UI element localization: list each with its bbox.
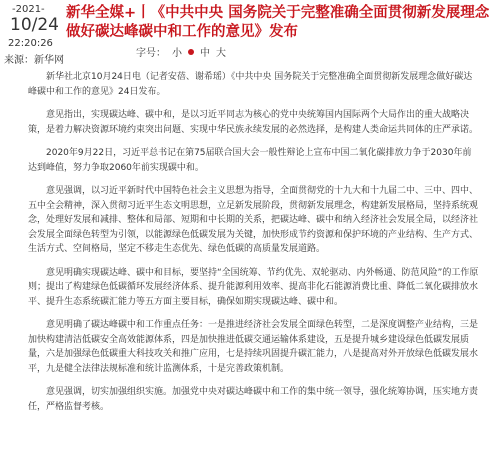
article-source: 来源：新华网 [4,55,64,66]
font-size-controls [136,44,226,59]
font-medium-button[interactable]: 中 [200,48,210,59]
font-small-button[interactable]: 小 [172,48,182,59]
publish-year: -2021- [12,4,45,15]
article-paragraph: 意见强调，切实加强组织实施。加强党中央对碳达峰碳中和工作的集中统一领导，强化统筹协调，压实地方责任，严格监督考核。 [28,387,479,412]
font-size-indicator-icon [188,49,194,55]
article-body [28,70,480,423]
article-title: 新华全媒+丨《中共中央 国务院关于完整准确全面贯彻新发展理念做好碳达峰碳中和工作的意见》发布 [66,5,490,40]
article-paragraph: 新华社北京10月24日电（记者安蓓、谢希瑶）《中共中央 国务院关于完整准确全面贯彻新发展理念做好碳达峰碳中和工作的意见》24日发布。 [28,72,473,97]
font-size-label: 字号： [136,48,166,59]
article-paragraph: 意见明确了碳达峰碳中和工作重点任务：一是推进经济社会发展全面绿色转型，二是深度调整产业结构，三是加快构建清洁低碳安全高效能源体系，四是加快推进低碳交通运输体系建设，五是提升城乡建设绿色低碳发展质量，六是加强绿色低碳重大科技攻关和推广应用，七是持续巩固提升碳汇能力，八是提高对外开放绿色低碳发展水平，九是健全法律法规标准和统计监测体系，十是完善政策机制。 [28,320,479,374]
article-paragraph: 意见强调，以习近平新时代中国特色社会主义思想为指导，全面贯彻党的十九大和十九届二中、三中、四中、五中全会精神，深入贯彻习近平生态文明思想，立足新发展阶段，贯彻新发展理念，构建新发展格局，坚持系统观念，处理好发展和减排、整体和局部、短期和中长期的关系，把碳达峰、碳中和纳入经济社会发展全局，以经济社会发展全面绿色转型为引领，以能源绿色低碳发展为关键，加快形成节约资源和保护环境的产业结构、生产方式、生活方式、空间格局，坚定不移走生态优先、绿色低碳的高质量发展道路。 [28,186,479,254]
publish-time: 22:20:26 [8,38,53,49]
article-paragraph: 意见指出，实现碳达峰、碳中和，是以习近平同志为核心的党中央统筹国内国际两个大局作出的重大战略决策，是着力解决资源环境约束突出问题、实现中华民族永续发展的必然选择，是构建人类命运共同体的庄严承诺。 [28,110,479,135]
article-paragraph: 2020年9月22日，习近平总书记在第75届联合国大会一般性辩论上宣布中国二氧化碳排放力争于2030年前达到峰值，努力争取2060年前实现碳中和。 [28,148,472,173]
article-paragraph: 意见明确实现碳达峰、碳中和目标，要坚持“全国统筹、节约优先、双轮驱动、内外畅通、防范风险”的工作原则；提出了构建绿色低碳循环发展经济体系、提升能源利用效率、提高非化石能源消费比重、降低二氧化碳排放水平、提升生态系统碳汇能力等五方面主要目标，确保如期实现碳达峰、碳中和。 [28,267,479,307]
font-large-button[interactable]: 大 [216,48,226,59]
publish-date: 10/24 [10,15,59,35]
